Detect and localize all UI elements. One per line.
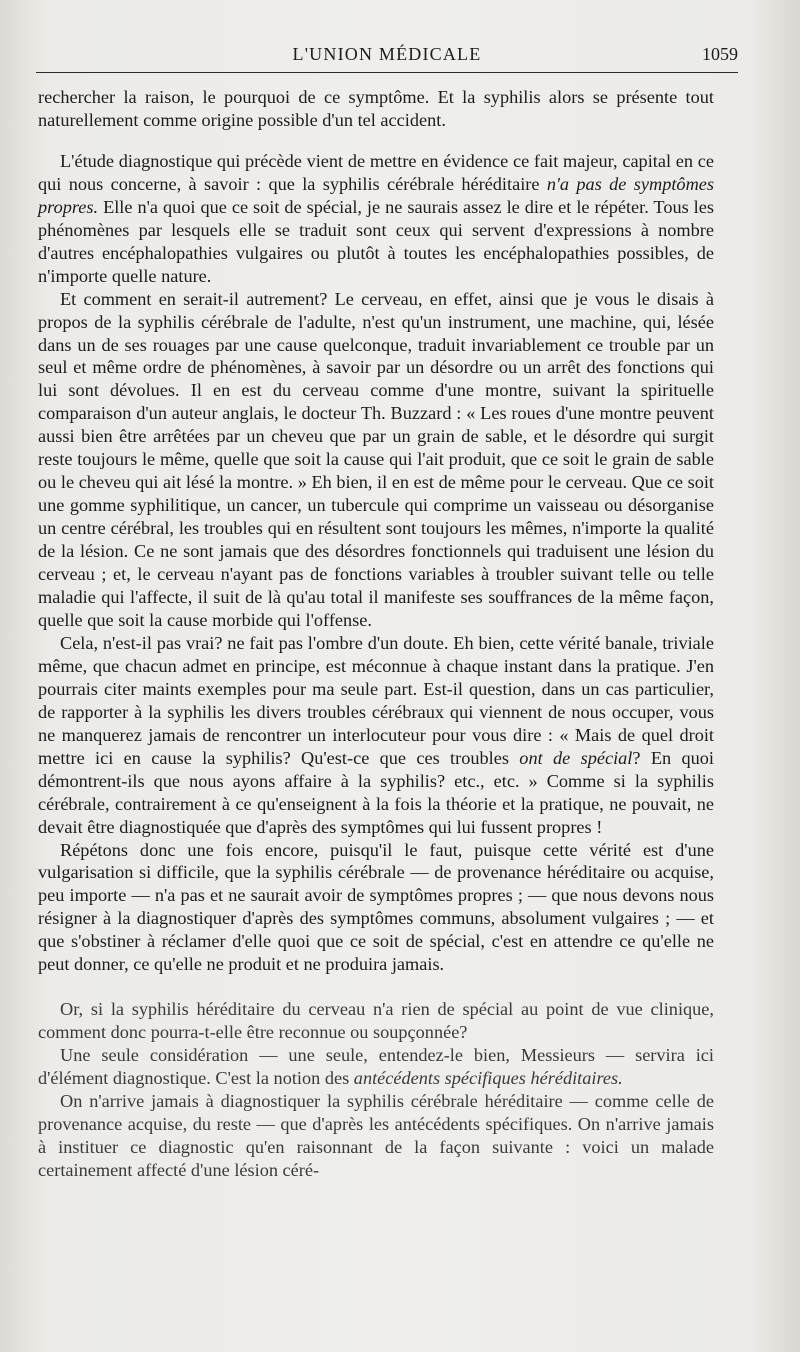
paragraph-3-text: Et comment en serait-il autrement? Le cerveau, en effet, ainsi que je vous le disais à propos de la syphilis cérébrale de l'adulte, n'est qu'un instrument, une machine, qui, lésée dans un de ses rouages par une cause quelconque, traduit invariablement ce trouble par un seul et même ordre de phénomènes, à savoir par un désordre ou un arrêt des fonctions qui lui sont dévolues. Il en est du cerveau comme d'une montre, suivant la spirituelle comparaison d'un auteur anglais, le docteur Th. Buzzard : « Les roues d'une montre peuvent aussi bien être arrêtées par un cheveu que par un grain de sable, et le désordre qui surgit reste toujours le même, quelle que soit la cause qui l'ait produit, que ce soit le grain de sable ou le cheveu qui ait lésé la montre. » Eh bien, il en est de même pour le cerveau. Que ce soit une gomme syphilitique, un cancer, un tubercule qui comprime un vaisseau ou désorganise un centre cérébral, les troubles qui en résultent sont toujours les mêmes, n'importe la qualité de la lésion. Ce ne sont jamais que des désordres fonctionnels qui traduisent une lésion du cerveau ; et, le cerveau n'ayant pas de fonctions variables à troubler suivant telle ou telle maladie qui l'affecte, il suit de là qu'au total il manifeste ses souffrances de la même façon, quelle que soit la cause morbide qui l'offense. (38, 288, 714, 630)
paragraph-4-text-a: Cela, n'est-il pas vrai? ne fait pas l'ombre d'un doute. Eh bien, cette vérité banale, triviale même, que chacun admet en principe, est méconnue à chaque instant dans la pratique. J'en pourrais citer maints exemples pour ma seule part. Est-il question, dans un cas particulier, de rapporter à la syphilis les divers troubles cérébraux qui viennent de nous occuper, vous ne manquerez jamais de rencontrer un interlocuteur pour vous dire : « Mais de quel droit mettre ici en cause la syphilis? Qu'est-ce que ces troubles (38, 632, 714, 768)
paragraph-7-emphasis: antécédents spécifiques héréditaires. (353, 1068, 623, 1089)
paragraph-1 (38, 86, 714, 132)
paragraph-7-text-a: Une seule considération — une seule, entendez-le bien, Messieurs — servira ici d'élément diagnostique. C'est la notion des (38, 1045, 714, 1089)
running-title: L'UNION MÉDICALE (292, 44, 482, 64)
paragraph-2-text-a: L'étude diagnostique qui précède vient de mettre en évidence ce fait majeur, capital en ce qui nous concerne, à savoir : que la syphilis cérébrale héréditaire (38, 150, 714, 194)
paragraph-6 (38, 998, 714, 1044)
paragraph-2-emphasis: n'a pas de symptômes propres. (38, 173, 715, 217)
body-text (38, 86, 714, 1182)
paragraph-6-text: Or, si la syphilis héréditaire du cerveau n'a rien de spécial au point de vue clinique, comment donc pourra-t-elle être reconnue ou soupçonnée? (38, 999, 714, 1043)
paragraph-8 (38, 1090, 714, 1182)
paragraph-7 (38, 1044, 714, 1090)
paragraph-5 (38, 839, 714, 977)
paragraph-2 (38, 150, 714, 288)
paragraph-2-text-b: Elle n'a quoi que ce soit de spécial, je ne saurais assez le dire et le répéter. Tous les phénomènes par lesquels elle se traduit sont ceux qui servent d'expressions à nombre d'autres encéphalopathies vulgaires ou plutôt à toutes les encéphalopathies possibles, de n'importe quelle nature. (38, 196, 714, 286)
running-head (36, 44, 738, 74)
paragraph-8-text: On n'arrive jamais à diagnostiquer la syphilis cérébrale héréditaire — comme celle de provenance acquise, du reste — que d'après les antécédents spécifiques. On n'arrive jamais à instituer ce diagnostic qu'en raisonnant de la façon suivante : voici un malade certainement affecté d'une lésion céré- (38, 1091, 714, 1180)
paragraph-4 (38, 632, 714, 839)
paragraph-4-emphasis: ont de spécial (519, 747, 633, 768)
paragraph-4-text-b: ? En quoi démontrent-ils que nous ayons affaire à la syphilis? etc., etc. » Comme si la syphilis cérébrale, contrairement à ce qu'enseignent à la fois la théorie et la pratique, ne pouvait, ne devait être diagnostiquée que d'après des symptômes qui lui fussent propres ! (38, 747, 714, 837)
paragraph-5-text: Répétons donc une fois encore, puisqu'il le faut, puisque cette vérité est d'une vulgarisation si difficile, que la syphilis cérébrale — de provenance héréditaire ou acquise, peu importe — n'a pas et ne saurait avoir de symptômes propres ; — que nous devons nous résigner à la diagnostiquer d'après des symptômes communs, absolument vulgaires ; — et que s'obstiner à réclamer d'elle quoi que ce soit de spécial, c'est en attendre ce qu'elle ne peut donner, ce qu'elle ne produit et ne produira jamais. (38, 839, 714, 975)
paragraph-3 (38, 288, 714, 632)
paragraph-1-text: rechercher la raison, le pourquoi de ce symptôme. Et la syphilis alors se présente tout naturellement comme origine possible d'un tel accident. (38, 87, 714, 130)
header-rule (36, 72, 738, 73)
page-number: 1059 (702, 44, 738, 64)
